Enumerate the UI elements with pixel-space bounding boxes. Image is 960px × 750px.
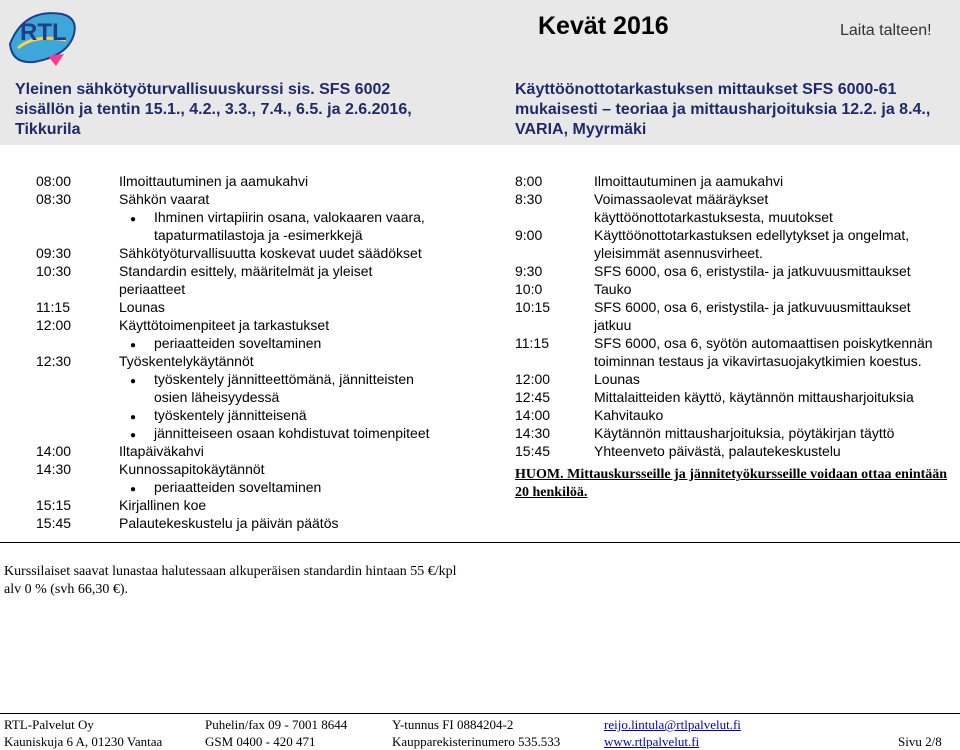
schedule-row [515,280,960,298]
schedule-text: Tauko [594,281,632,297]
schedule-text: Sähkön vaarat [119,191,210,207]
course-title-right: Käyttöönottotarkastuksen mittaukset SFS 6000-61 mukaisesti – teoriaa ja mittausharjoituksia 12.2. ja 8.4., VARIA, Myyrmäki [515,81,931,138]
schedule-time: 11:15 [515,335,549,351]
schedule-row [36,370,486,388]
schedule-row [36,352,486,370]
schedule-time: 12:00 [515,371,551,387]
schedule-time: 12:30 [36,353,72,369]
schedule-time: 14:00 [36,443,72,459]
schedule-text: Standardin esittely, määritelmät ja yleiset [119,263,373,279]
schedule-text: Voimassaolevat määräykset [594,191,769,207]
schedule-text: Kahvitauko [594,407,664,423]
schedule-text: Käytännön mittausharjoituksia, pöytäkirjan täyttö [594,425,895,441]
schedule-text: Työskentelykäytännöt [119,353,254,369]
bullet-icon: ● [130,430,137,441]
schedule-text: Sähkötyöturvallisuutta koskevat uudet säädökset [119,245,422,261]
right-schedule [515,172,960,462]
schedule-row [36,406,486,424]
footer [0,716,960,750]
schedule-text: osien läheisyydessä [154,389,280,405]
schedule-text: Kunnossapitokäytännöt [119,461,265,477]
schedule-text: tapaturmatilastoja ja -esimerkkejä [154,227,363,243]
price-note: Kurssilaiset saavat lunastaa halutessaan alkuperäisen standardin hintaan 55 €/kpl alv 0 % (svh 66,30 €). [4,564,457,597]
logo-text: RTL [20,19,67,46]
footer-web-link[interactable]: www.rtlpalvelut.fi [604,734,700,749]
huom-note [515,466,955,502]
schedule-text: Käyttöönottotarkastuksen edellytykset ja ongelmat, [594,227,910,243]
schedule-text: jännitteiseen osaan kohdistuvat toimenpiteet [154,425,430,441]
schedule-row [515,352,960,370]
schedule-row [36,388,486,406]
schedule-time: 9:30 [515,263,543,279]
schedule-row [36,460,486,478]
schedule-time: 9:00 [515,227,543,243]
schedule-row [515,388,960,406]
schedule-row [36,424,486,442]
huom-text: Mittauskursseille ja jännitetyökursseille voidaan ottaa enintään 20 henkilöä. [515,467,948,500]
schedule-row [515,226,960,244]
huom-label: HUOM. [515,467,564,482]
schedule-row [515,442,960,460]
footer-gsm: GSM 0400 - 420 471 [205,734,316,749]
schedule-text: toiminnan testaus ja vikavirtasuojakytkimien koestus. [594,353,922,369]
schedule-time: 10:30 [36,263,72,279]
schedule-time: 14:30 [515,425,551,441]
footer-page-number: Sivu 2/8 [898,734,942,749]
schedule-row [36,334,486,352]
schedule-time: 8:30 [515,191,543,207]
schedule-row [36,316,486,334]
schedule-text: työskentely jännitteettömänä, jännitteisten [154,371,414,387]
footer-email-link[interactable]: reijo.lintula@rtlpalvelut.fi [604,717,741,732]
schedule-text: Kirjallinen koe [119,497,207,513]
header-band [0,0,960,145]
schedule-text: Ilmoittautuminen ja aamukahvi [119,173,309,189]
schedule-time: 15:15 [36,497,72,513]
schedule-text: Lounas [119,299,165,315]
course-title-left: Yleinen sähkötyöturvallisuuskurssi sis. SFS 6002 sisällön ja tentin 15.1., 4.2., 3.3., 7.4., 6.5. ja 2.6.2016, Tikkurila [15,81,412,138]
rtl-logo [4,4,84,72]
schedule-text: jatkuu [594,317,632,333]
schedule-text: Ilmoittautuminen ja aamukahvi [594,173,784,189]
bullet-icon: ● [130,484,137,495]
schedule-row [515,244,960,262]
schedule-time: 08:30 [36,191,72,207]
schedule-row [515,298,960,316]
schedule-row [36,298,486,316]
bullet-icon: ● [130,412,137,423]
schedule-row [515,262,960,280]
schedule-time: 14:30 [36,461,72,477]
schedule-time: 08:00 [36,173,72,189]
schedule-time: 11:15 [36,299,70,315]
schedule-text: työskentely jännitteisenä [154,407,307,423]
schedule-time: 12:45 [515,389,551,405]
schedule-row [515,370,960,388]
schedule-row [515,406,960,424]
save-note: Laita talteen! [840,22,932,39]
schedule-time: 8:00 [515,173,543,189]
schedule-row [36,190,486,208]
schedule-text: periaatteet [119,281,186,297]
schedule-row [36,208,486,226]
schedule-text: Lounas [594,371,640,387]
footer-phone: Puhelin/fax 09 - 7001 8644 [205,717,348,732]
left-schedule [36,172,486,532]
schedule-text: Yhteenveto päivästä, palautekeskustelu [594,443,841,459]
schedule-row [515,190,960,208]
schedule-text: Mittalaitteiden käyttö, käytännön mittausharjoituksia [594,389,914,405]
schedule-text: SFS 6000, osa 6, syötön automaattisen poiskytkennän [594,335,933,351]
schedule-text: Käyttötoimenpiteet ja tarkastukset [119,317,330,333]
schedule-text: yleisimmät asennusvirheet. [594,245,763,261]
schedule-row [36,244,486,262]
schedule-row [515,172,960,190]
schedule-time: 14:00 [515,407,551,423]
schedule-text: Iltapäiväkahvi [119,443,204,459]
schedule-time: 15:45 [515,443,551,459]
schedule-row [36,496,486,514]
schedule-row [36,262,486,280]
schedule-row [515,424,960,442]
footer-ytunnus: Y-tunnus FI 0884204-2 [392,717,514,732]
schedule-row [36,514,486,532]
schedule-text: SFS 6000, osa 6, eristystila- ja jatkuvuusmittaukset [594,263,911,279]
schedule-time: 15:45 [36,515,72,531]
footer-company: RTL-Palvelut Oy [4,717,94,732]
schedule-time: 09:30 [36,245,72,261]
schedule-row [515,208,960,226]
schedule-text: periaatteiden soveltaminen [154,479,322,495]
divider-footer [0,713,960,714]
footer-kaupparekisteri: Kaupparekisterinumero 535.533 [392,734,561,749]
schedule-text: käyttöönottotarkastuksesta, muutokset [594,209,833,225]
season-title: Kevät 2016 [538,12,669,40]
schedule-text: periaatteiden soveltaminen [154,335,322,351]
schedule-row [36,478,486,496]
schedule-row [36,442,486,460]
schedule-time: 10:15 [515,299,551,315]
divider-top [0,542,960,543]
schedule-text: Ihminen virtapiirin osana, valokaaren vaara, [154,209,425,225]
schedule-row [36,280,486,298]
schedule-text: Palautekeskustelu ja päivän päätös [119,515,339,531]
schedule-row [36,226,486,244]
schedule-row [36,172,486,190]
schedule-row [515,316,960,334]
schedule-time: 10:0 [515,281,543,297]
schedule-row [515,334,960,352]
bullet-icon: ● [130,340,137,351]
bullet-icon: ● [130,214,137,225]
schedule-time: 12:00 [36,317,72,333]
bullet-icon: ● [130,376,137,387]
schedule-text: SFS 6000, osa 6, eristystila- ja jatkuvuusmittaukset [594,299,911,315]
footer-address: Kauniskuja 6 A, 01230 Vantaa [4,734,163,749]
